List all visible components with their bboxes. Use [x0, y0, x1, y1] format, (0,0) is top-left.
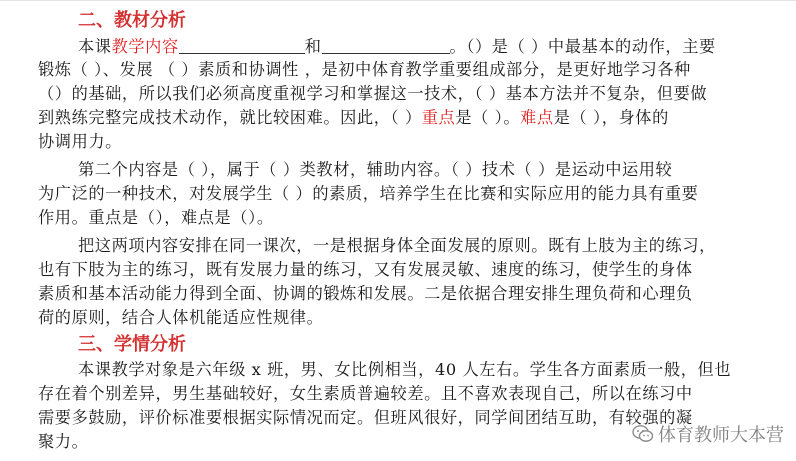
highlight-key-point: 重点 [421, 108, 456, 127]
paragraph-line: 本课教学内容 和 。（）是（ ）中最基本的动作，主要 [78, 37, 716, 56]
highlight-teaching-content: 教学内容 [111, 37, 179, 56]
paragraph-line: 需要多鼓励，评价标准要根据实际情况而定。但班风很好，同学间团结互助，有较强的凝 [38, 408, 693, 427]
paragraph-line: 把这两项内容安排在同一课次，一是根据身体全面发展的原则。既有上肢为主的练习， [78, 236, 716, 255]
paragraph-line: 第二个内容是（ ），属于（ ）类教材，辅助内容。（ ）技术（ ）是运动中运用较 [78, 160, 673, 179]
wechat-icon [632, 424, 654, 444]
paragraph-line: （）的基础，所以我们必须高度重视学习和掌握这一技术，（ ）基本方法并不复杂，但要做 [38, 84, 708, 103]
section-heading-textbook-analysis: 二、教材分析 [78, 10, 186, 31]
section-heading-student-analysis: 三、学情分析 [78, 334, 186, 355]
fill-blank [179, 39, 305, 54]
paragraph-line: 到熟练完整完成技术动作，就比较困难。因此，（ ）重点是（ ）。难点是（ ），身体的 [38, 108, 669, 127]
paragraph-line: 聚力。 [38, 432, 89, 451]
paragraph-line: 也有下肢为主的练习，既有发展力量的练习，又有发展灵敏、速度的练习，使学生的身体 [38, 260, 693, 279]
paragraph-line: 荷的原则，结合人体机能适应性规律。 [38, 308, 324, 327]
top-divider [0, 0, 796, 1]
paragraph-line: 素质和基本活动能力得到全面、协调的锻炼和发展。二是依据合理安排生理负荷和心理负 [38, 284, 693, 303]
paragraph-line: 存在着个别差异，男生基础较好，女生素质普遍较差。且不喜欢表现自己，所以在练习中 [38, 384, 693, 403]
paragraph-line: 为广泛的一种技术，对发展学生（ ）的素质，培养学生在比赛和实际应用的能力具有重要 [38, 184, 699, 203]
watermark: 体育教师大本营 [632, 421, 784, 447]
fill-blank [322, 39, 450, 54]
paragraph-line: 本课教学对象是六年级 x 班，男、女比例相当，40 人左右。学生各方面素质一般，但也 [78, 360, 732, 379]
highlight-difficult-point: 难点 [520, 108, 554, 127]
paragraph-line: 锻炼（ ）、发展 （ ）素质和协调性 ，是初中体育教学重要组成部分，是更好地学习各种 [38, 60, 691, 79]
paragraph-line: 协调用力。 [38, 132, 122, 151]
paragraph-line: 作用。重点是（），难点是（）。 [38, 208, 274, 227]
